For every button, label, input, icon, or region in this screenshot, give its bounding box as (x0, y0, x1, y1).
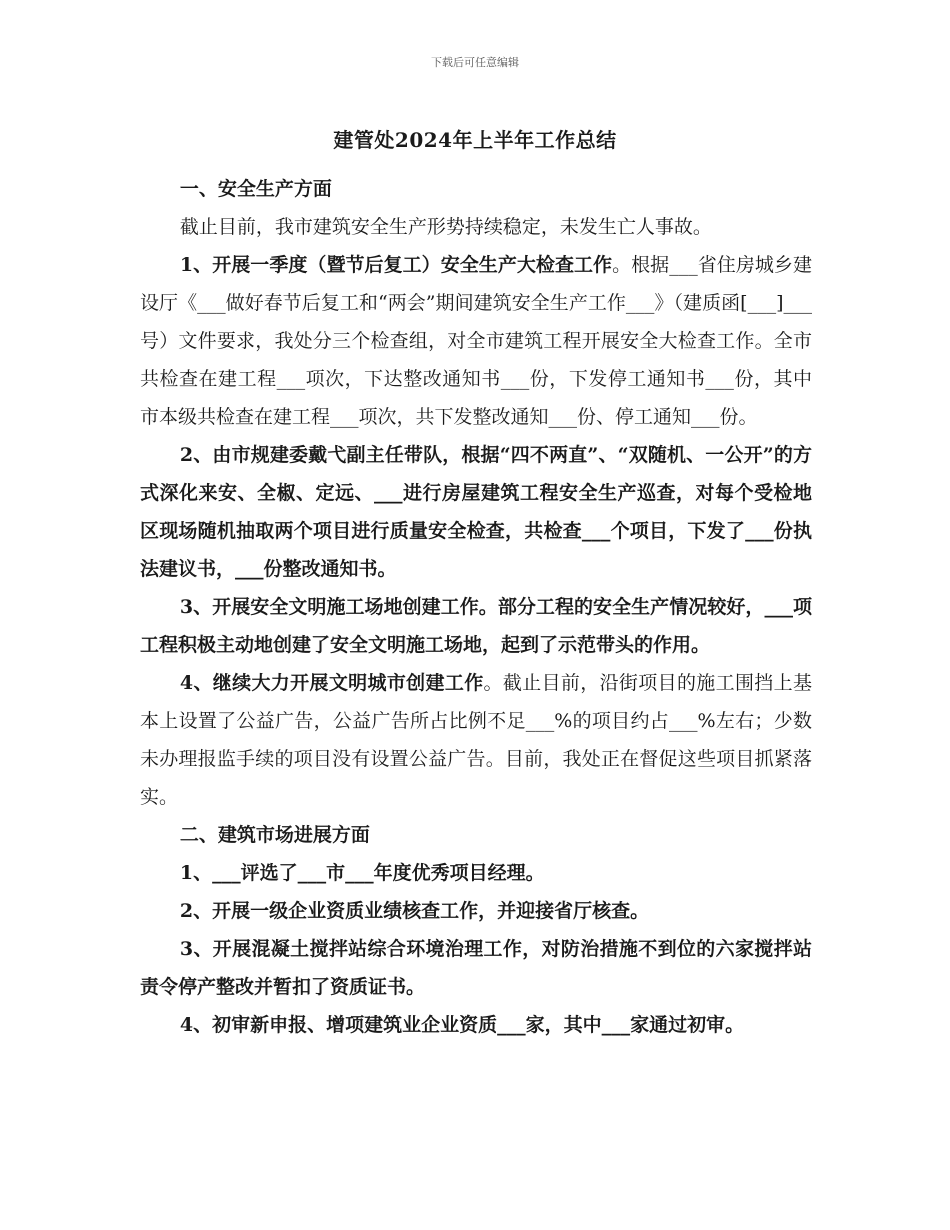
paragraph-safety-3: 3、开展安全文明施工场地创建工作。部分工程的安全生产情况较好，___项工程积极主动地创建了安全文明施工场地，起到了示范带头的作用。 (140, 596, 812, 656)
paragraph-safety-4 (140, 664, 812, 816)
paragraph-safety-4-lead: 4、继续大力开展文明城市创建工作 (179, 672, 484, 694)
paragraph-market-1: 1、___评选了___市___年度优秀项目经理。 (179, 862, 545, 884)
header-note: 下载后可任意编辑 (431, 56, 519, 69)
section-heading-market: 二、建筑市场进展方面 (179, 824, 370, 846)
paragraph-market-2: 2、开展一级企业资质业绩核查工作，并迎接省厅核查。 (179, 900, 650, 922)
paragraph-safety-2: 2、由市规建委戴弋副主任带队，根据“四不两直”、“双随机、一公开”的方式深化来安、全椒、定远、___进行房屋建筑工程安全生产巡查，对每个受检地区现场随机抽取两个项目进行质量安全检查，共检查___个项目，下发了___份执法建议书，___份整改通知书。 (140, 444, 812, 580)
paragraph-safety-1 (140, 246, 812, 436)
paragraph-safety-intro: 截止目前，我市建筑安全生产形势持续稳定，未发生亡人事故。 (179, 216, 712, 238)
document-body (140, 170, 812, 1044)
paragraph-market-3: 3、开展混凝土搅拌站综合环境治理工作，对防治措施不到位的六家搅拌站责令停产整改并暂扣了资质证书。 (140, 938, 812, 998)
section-heading-safety: 一、安全生产方面 (179, 178, 332, 200)
paragraph-market-4: 4、初审新申报、增项建筑业企业资质___家，其中___家通过初审。 (179, 1014, 745, 1036)
paragraph-safety-1-body: 。根据___省住房城乡建设厅《___做好春节后复工和“两会”期间建筑安全生产工作___》（建质函[___]___号）文件要求，我处分三个检查组，对全市建筑工程开展安全大检查工作。全市共检查在建工程___项次，下达整改通知书___份，下发停工通知书___份，其中市本级共检查在建工程___项次，共下发整改通知___份、停工通知___份。 (140, 254, 812, 428)
paragraph-safety-4-body: 。截止目前，沿街项目的施工围挡上基本上设置了公益广告，公益广告所占比例不足___%的项目约占___%左右；少数未办理报监手续的项目没有设置公益广告。目前，我处正在督促这些项目抓紧落实。 (140, 672, 812, 808)
paragraph-safety-1-lead: 1、开展一季度（暨节后复工）安全生产大检查工作 (179, 254, 613, 276)
document-title: 建管处2024年上半年工作总结 (333, 128, 617, 152)
